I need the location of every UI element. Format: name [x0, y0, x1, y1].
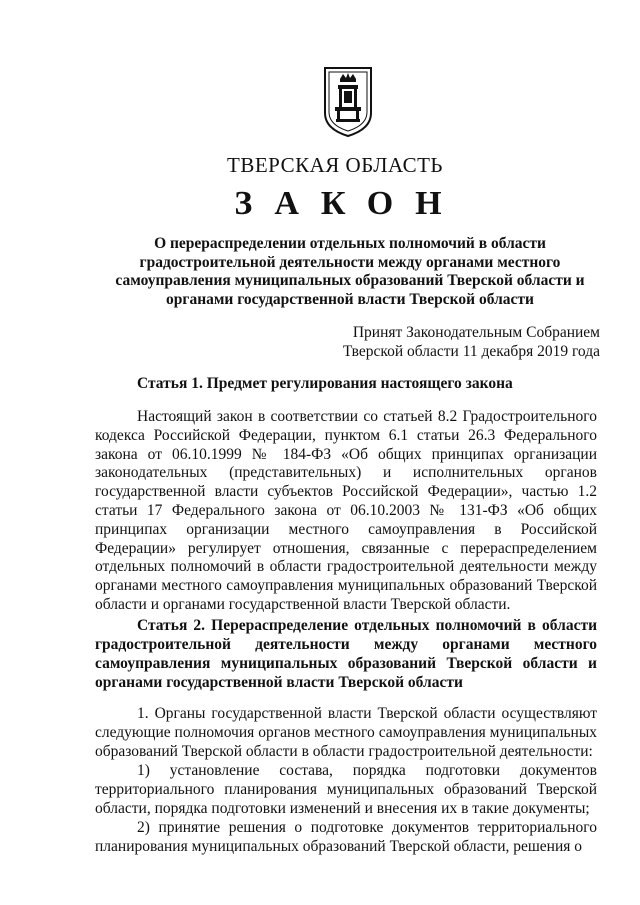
law-title: О перераспределении отдельных полномочий в области градостроительной деятельности между органами местного самоуправления муниципальных образований Тверской области и органами государственной власти Тверской области — [115, 235, 585, 308]
adoption-line-1: Принят Законодательным Собранием — [352, 324, 600, 341]
article-2-item-2: 2) принятие решения о подготовке документов территориального планирования муниципальных образований Тверской области, решения о — [95, 819, 597, 855]
article-2-title — [95, 616, 597, 692]
adoption-line-2: Тверской области 11 декабря 2019 года — [342, 343, 600, 360]
article-1-paragraph: Настоящий закон в соответствии со статьей 8.2 Градостроительного кодекса Российской Федерации, пунктом 6.1 статьи 26.3 Федерального закона от 06.10.1999 № 184-ФЗ «Об общих принципах организации законодательных (представительных) и исполнительных органов государственной власти субъектов Российской Федерации», частью 1.2 статьи 17 Федерального закона от 06.10.2003 № 131-ФЗ «Об общих принципах организации местного самоуправления в Российской Федерации» регулирует отношения, связанные с перераспределением отдельных полномочий в области градостроительной деятельности между органами местного самоуправления муниципальных образований Тверской области и органами государственной власти Тверской области. — [95, 408, 597, 613]
article-2-item-1: 1) установление состава, порядка подготовки документов территориального планирования муниципальных образований Тверской области, порядка подготовки изменений и внесения их в такие документы; — [95, 762, 597, 817]
article-1-title: Статья 1. Предмет регулирования настоящего закона — [137, 375, 513, 392]
article-2-title-text: Статья 2. Перераспределение отдельных полномочий в области градостроительной деятельности между органами местного самоуправления муниципальных образований Тверской области и органами государственной власти Тверской области — [95, 617, 597, 691]
region-name: ТВЕРСКАЯ ОБЛАСТЬ — [227, 153, 443, 177]
document-type: ЗАКОН — [234, 185, 464, 222]
adoption-note — [343, 323, 600, 361]
article-2-paragraph-1: 1. Органы государственной власти Тверской области осуществляют следующие полномочия органов местного самоуправления муниципальных образований Тверской области в области градостроительной деятельности: — [95, 705, 597, 760]
tver-coat-of-arms-icon — [322, 65, 374, 139]
